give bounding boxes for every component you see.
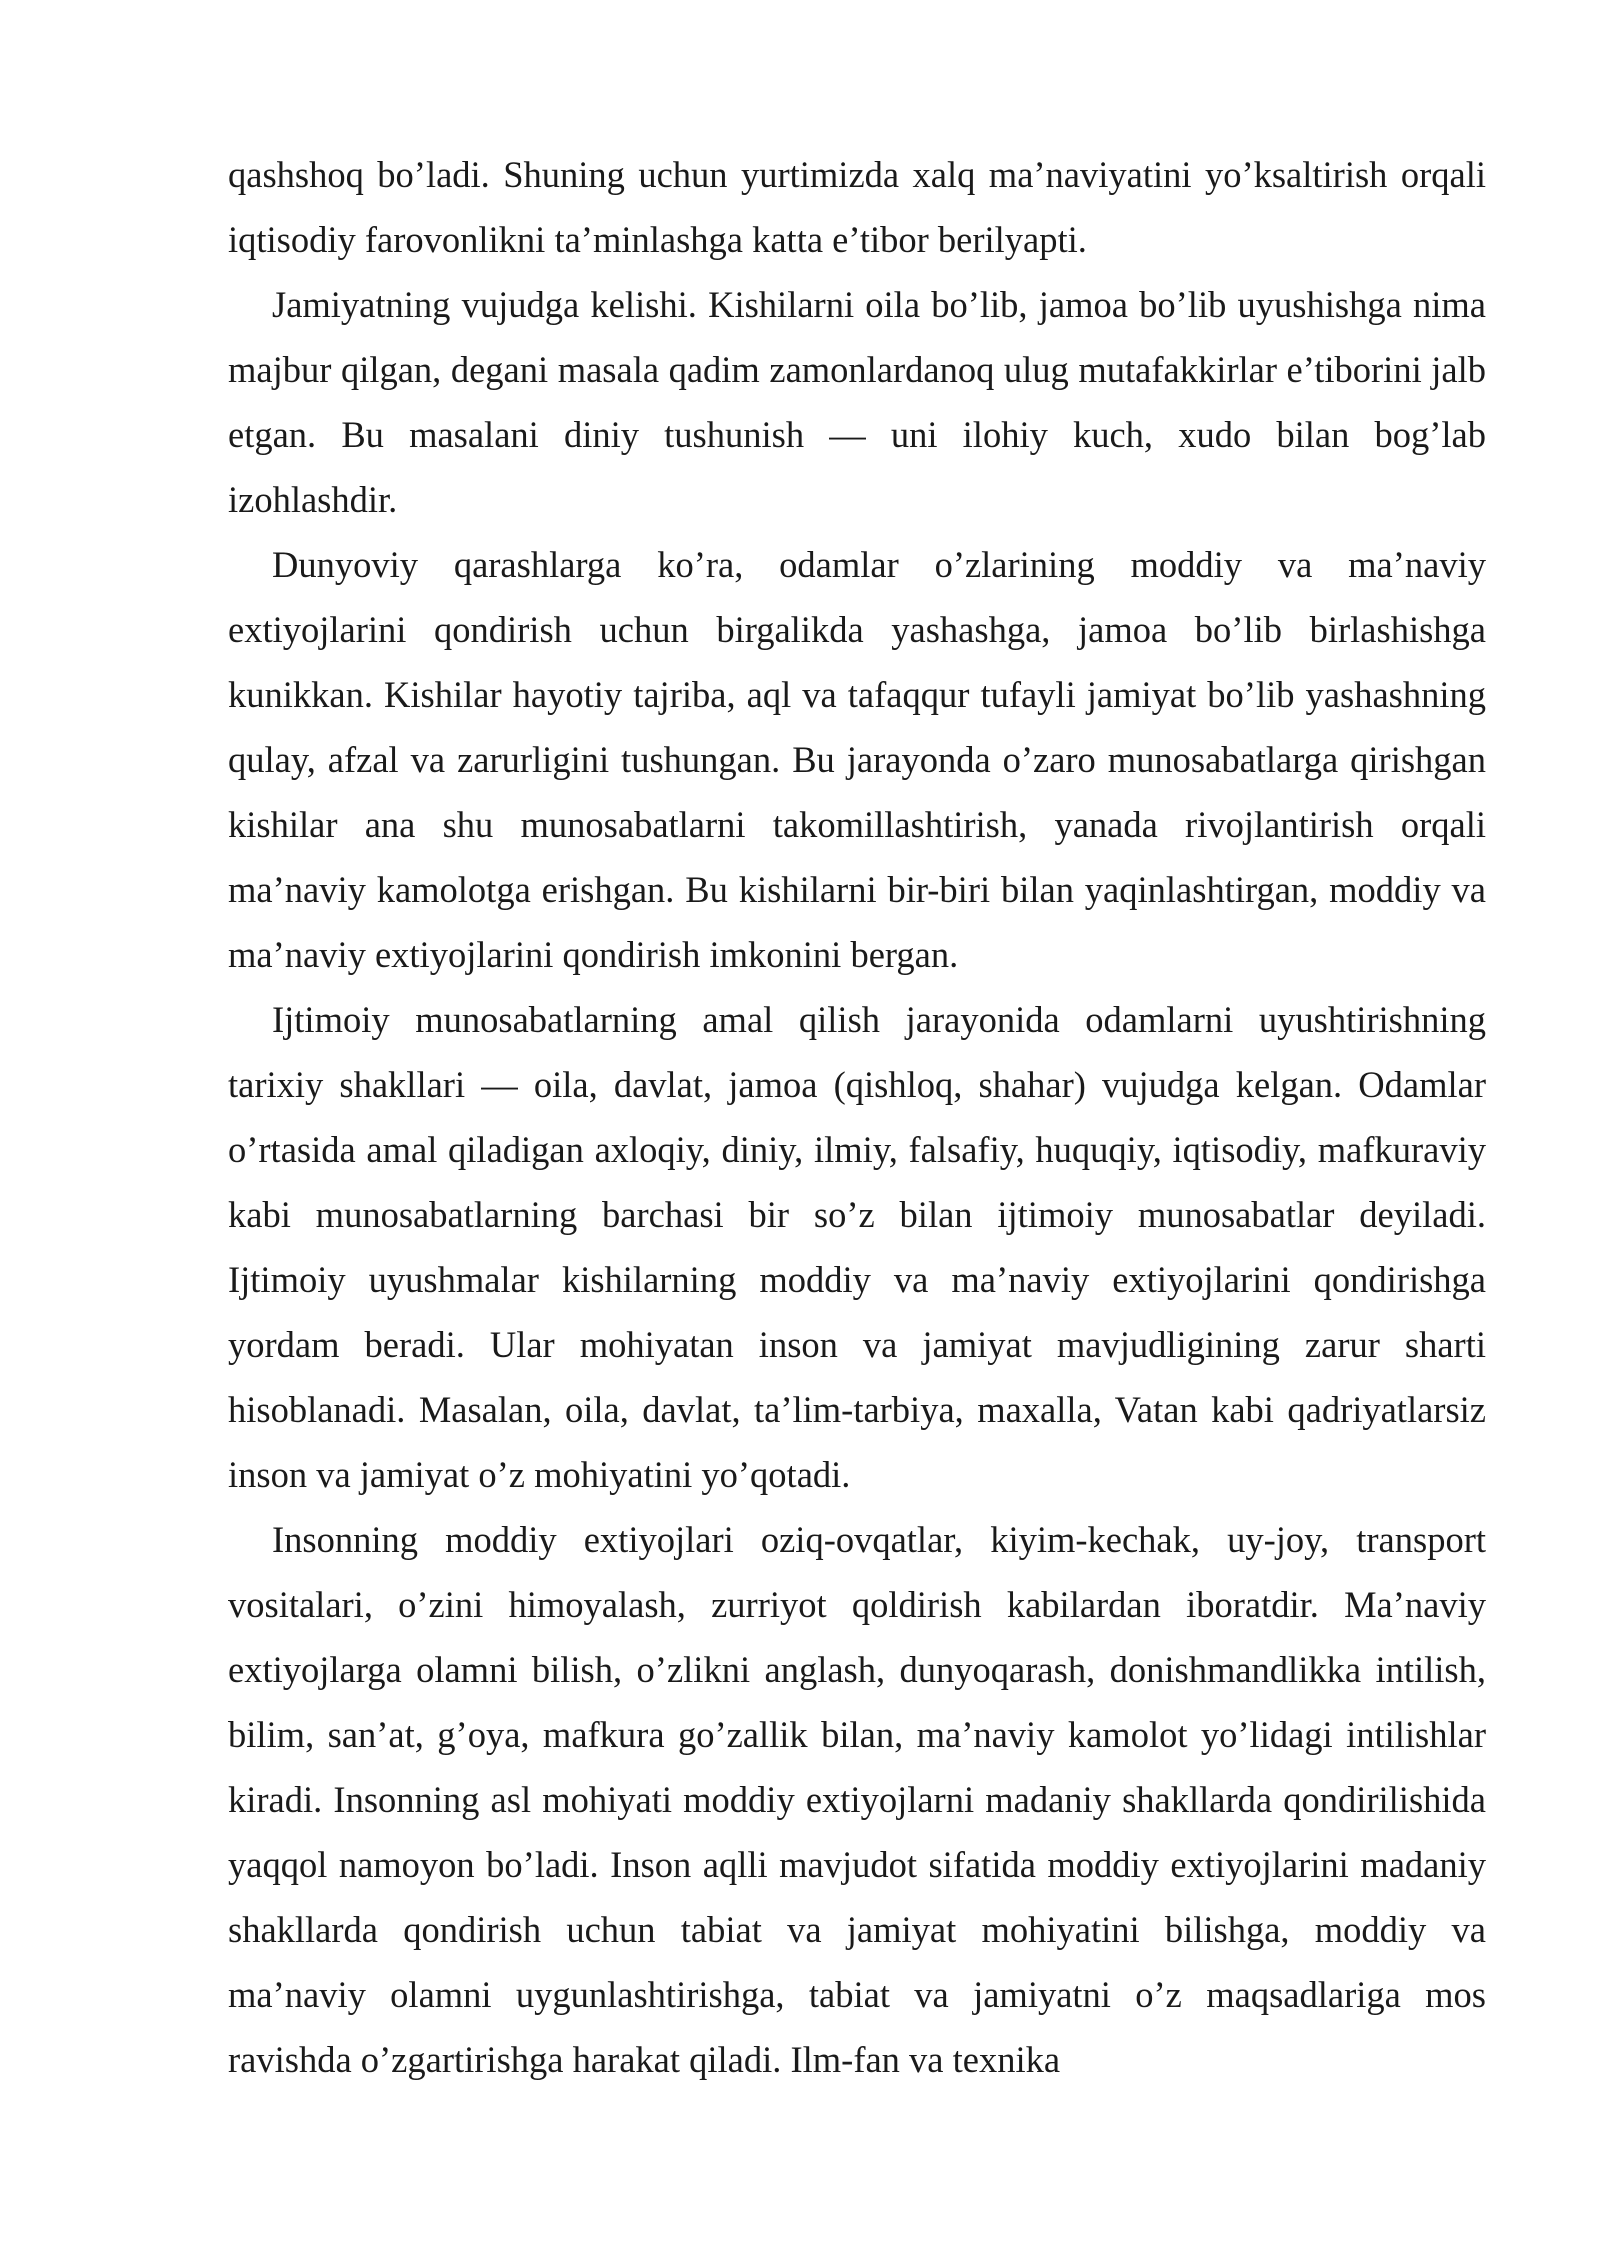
paragraph-secular-views: Dunyoviy qarashlarga ko’ra, odamlar o’zlarining moddiy va ma’naviy extiyojlarini qondirish uchun birgalikda yashashga, jamoa bo’lib birlashishga kunikkan. Kishilar hayotiy tajriba, aql va tafaqqur tufayli jamiyat bo’lib yashashning qulay, afzal va zarurligini tushungan. Bu jarayonda o’zaro munosabatlarga qirishgan kishilar ana shu munosabatlarni takomillashtirish, yanada rivojlantirish orqali ma’naviy kamolotga erishgan. Bu kishilarni bir-biri bilan yaqinlashtirgan, moddiy va ma’naviy extiyojlarini qondirish imkonini bergan. bbox=[228, 544, 1486, 975]
paragraph-human-needs: Insonning moddiy extiyojlari oziq-ovqatlar, kiyim-kechak, uy-joy, transport vositalari, o’zini himoyalash, zurriyot qoldirish kabilardan iboratdir. Ma’naviy extiyojlarga olamni bilish, o’zlikni anglash, dunyoqarash, donishmandlikka intilish, bilim, san’at, g’oya, mafkura go’zallik bilan, ma’naviy kamolot yo’lidagi intilishlar kiradi. Insonning asl mohiyati moddiy extiyojlarni madaniy shakllarda qondirilishida yaqqol namoyon bo’ladi. Inson aqlli mavjudot sifatida moddiy extiyojlarini madaniy shakllarda qondirish uchun tabiat va jamiyat mohiyatini bilishga, moddiy va ma’naviy olamni uygunlashtirishga, tabiat va jamiyatni o’z maqsadlariga mos ravishda o’zgartirishga harakat qiladi. Ilm-fan va texnika bbox=[228, 1519, 1486, 2080]
paragraph-continuation: qashshoq bo’ladi. Shuning uchun yurtimizda xalq ma’naviyatini yo’ksaltirish orqali iqtisodiy farovonlikni ta’minlashga katta e’tibor berilyapti. bbox=[228, 154, 1486, 260]
paragraph-social-relations: Ijtimoiy munosabatlarning amal qilish jarayonida odamlarni uyushtirishning tarixiy shakllari — oila, davlat, jamoa (qishloq, shahar) vujudga kelgan. Odamlar o’rtasida amal qiladigan axloqiy, diniy, ilmiy, falsafiy, huquqiy, iqtisodiy, mafkuraviy kabi munosabatlarning barchasi bir so’z bilan ijtimoiy munosabatlar deyiladi. Ijtimoiy uyushmalar kishilarning moddiy va ma’naviy extiyojlarini qondirishga yordam beradi. Ular mohiyatan inson va jamiyat mavjudligining zarur sharti hisoblanadi. Masalan, oila, davlat, ta’lim-tarbiya, maxalla, Vatan kabi qadriyatlarsiz inson va jamiyat o’z mohiyatini yo’qotadi. bbox=[228, 999, 1486, 1495]
document-page bbox=[228, 142, 1486, 2092]
paragraph-society-origin: Jamiyatning vujudga kelishi. Kishilarni oila bo’lib, jamoa bo’lib uyushishga nima majbur qilgan, degani masala qadim zamonlardanoq ulug mutafakkirlar e’tiborini jalb etgan. Bu masalani diniy tushunish — uni ilohiy kuch, xudo bilan bog’lab izohlashdir. bbox=[228, 284, 1486, 520]
